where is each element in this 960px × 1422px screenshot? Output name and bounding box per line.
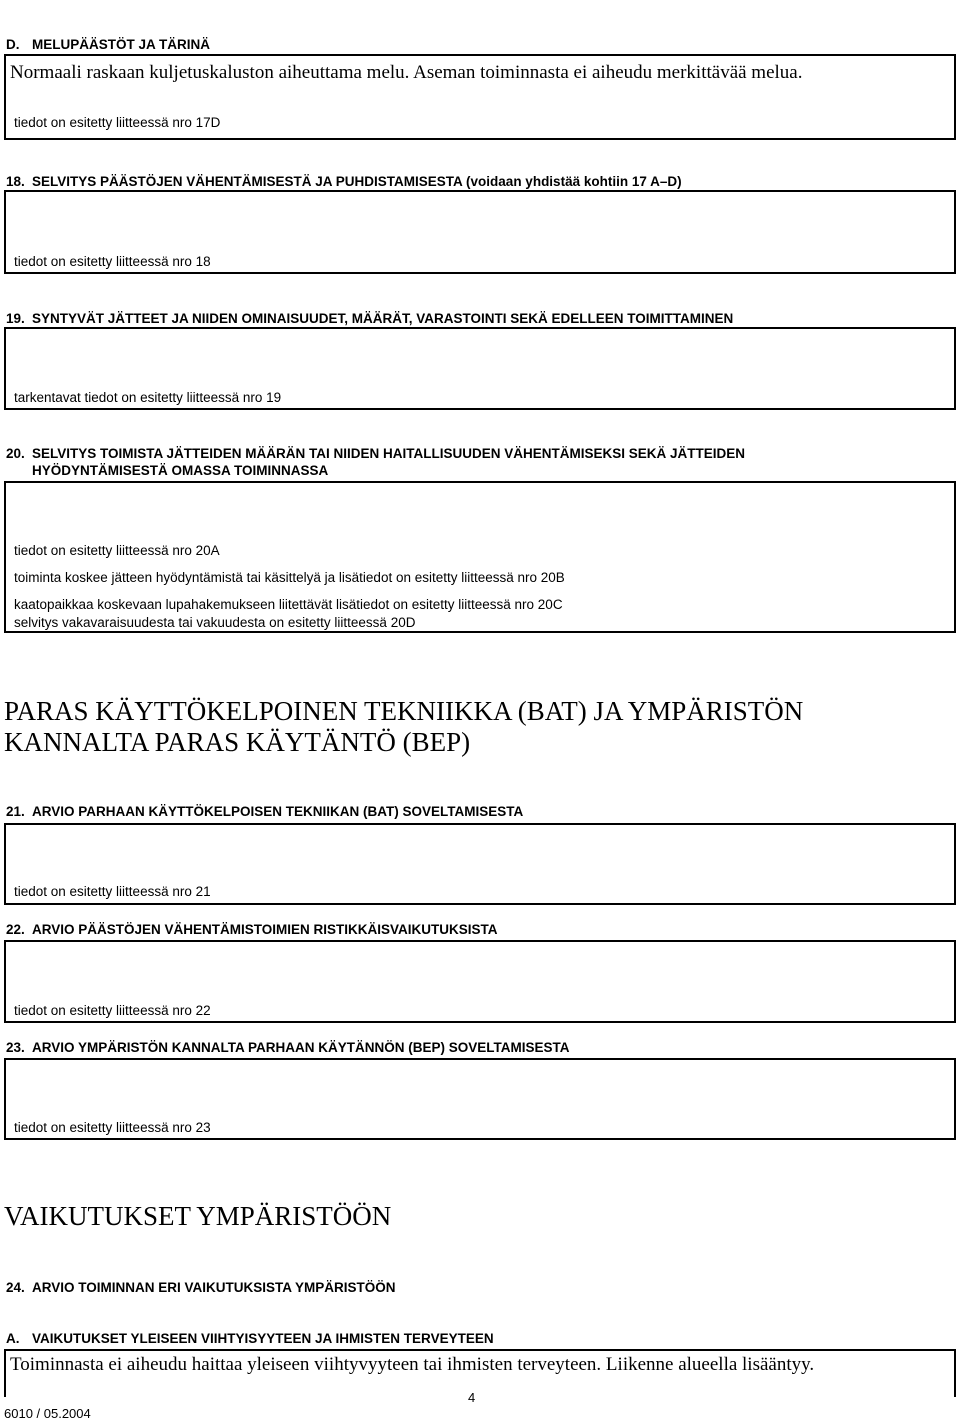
section-number: 24. [6,1280,25,1295]
section-number: A. [6,1331,20,1346]
section-19-box [4,327,956,410]
bat-heading-line2: KANNALTA PARAS KÄYTÄNTÖ (BEP) [4,727,471,757]
section-20-heading [6,446,745,461]
section-number: 19. [6,311,25,326]
section-title: ARVIO TOIMINNAN ERI VAIKUTUKSISTA YMPÄRISTÖÖN [32,1280,396,1295]
section-18-heading [6,174,682,189]
section-title: VAIKUTUKSET YLEISEEN VIIHTYISYYTEEN JA IHMISTEN TERVEYTEEN [32,1331,494,1346]
section-number: 18. [6,174,25,189]
section-19-heading [6,311,733,326]
form-code: 6010 / 05.2004 [4,1406,91,1421]
section-number: 21. [6,804,25,819]
section-21-note: tiedot on esitetty liitteessä nro 21 [14,884,211,899]
section-title: SELVITYS PÄÄSTÖJEN VÄHENTÄMISESTÄ JA PUHDISTAMISESTA (voidaan yhdistää kohtiin 17 A–D) [32,174,682,189]
section-title: SYNTYVÄT JÄTTEET JA NIIDEN OMINAISUUDET, MÄÄRÄT, VARASTOINTI SEKÄ EDELLEEN TOIMITTAMINEN [32,311,734,326]
bat-heading-line1: PARAS KÄYTTÖKELPOINEN TEKNIIKKA (BAT) JA YMPÄRISTÖN [4,696,804,726]
section-d-box [4,54,956,140]
section-title-line1: SELVITYS TOIMISTA JÄTTEIDEN MÄÄRÄN TAI NIIDEN HAITALLISUUDEN VÄHENTÄMISEKSI SEKÄ JÄTTEIDEN [32,446,746,461]
section-21-heading [6,804,523,819]
section-22-note: tiedot on esitetty liitteessä nro 22 [14,1003,211,1018]
section-20-note-a: tiedot on esitetty liitteessä nro 20A [14,543,220,558]
section-title: ARVIO PARHAAN KÄYTTÖKELPOISEN TEKNIIKAN (BAT) SOVELTAMISESTA [32,804,524,819]
section-23-heading [6,1040,570,1055]
section-20-note-b: toiminta koskee jätteen hyödyntämistä tai käsittelyä ja lisätiedot on esitetty liitteessä nro 20B [14,570,565,585]
section-d-body: Normaali raskaan kuljetuskaluston aiheuttama melu. Aseman toiminnasta ei aiheudu merkittävää melua. [10,62,803,83]
section-a-body: Toiminnasta ei aiheudu haittaa yleiseen viihtyvyyteen tai ihmisten terveyteen. Liikenne alueella lisääntyy. [10,1354,815,1375]
section-23-note: tiedot on esitetty liitteessä nro 23 [14,1120,211,1135]
impacts-heading: VAIKUTUKSET YMPÄRISTÖÖN [4,1201,392,1231]
section-number: 23. [6,1040,25,1055]
section-title: MELUPÄÄSTÖT JA TÄRINÄ [32,37,210,52]
page-number: 4 [468,1390,476,1405]
section-18-note: tiedot on esitetty liitteessä nro 18 [14,254,211,269]
section-d-heading [6,37,210,52]
section-22-heading [6,922,498,937]
section-20-title-line2: HYÖDYNTÄMISESTÄ OMASSA TOIMINNASSA [32,463,329,478]
section-title: ARVIO PÄÄSTÖJEN VÄHENTÄMISTOIMIEN RISTIKKÄISVAIKUTUKSISTA [32,922,498,937]
section-24-heading [6,1280,396,1295]
section-a-box [4,1349,956,1397]
section-18-box [4,190,956,274]
section-d-note: tiedot on esitetty liitteessä nro 17D [14,115,221,130]
section-21-box [4,823,956,905]
section-23-box [4,1058,956,1140]
section-number: 22. [6,922,25,937]
section-22-box [4,940,956,1023]
section-20-note-c: kaatopaikkaa koskevaan lupahakemukseen liitettävät lisätiedot on esitetty liitteessä nro 20C [14,597,563,612]
section-20-note-d: selvitys vakavaraisuudesta tai vakuudesta on esitetty liitteessä 20D [14,615,416,630]
section-number: 20. [6,446,25,461]
section-title: ARVIO YMPÄRISTÖN KANNALTA PARHAAN KÄYTÄNNÖN (BEP) SOVELTAMISESTA [32,1040,570,1055]
section-20-box [4,481,956,633]
section-number: D. [6,37,20,52]
section-a-heading [6,1331,494,1346]
section-19-note: tarkentavat tiedot on esitetty liitteessä nro 19 [14,390,282,405]
